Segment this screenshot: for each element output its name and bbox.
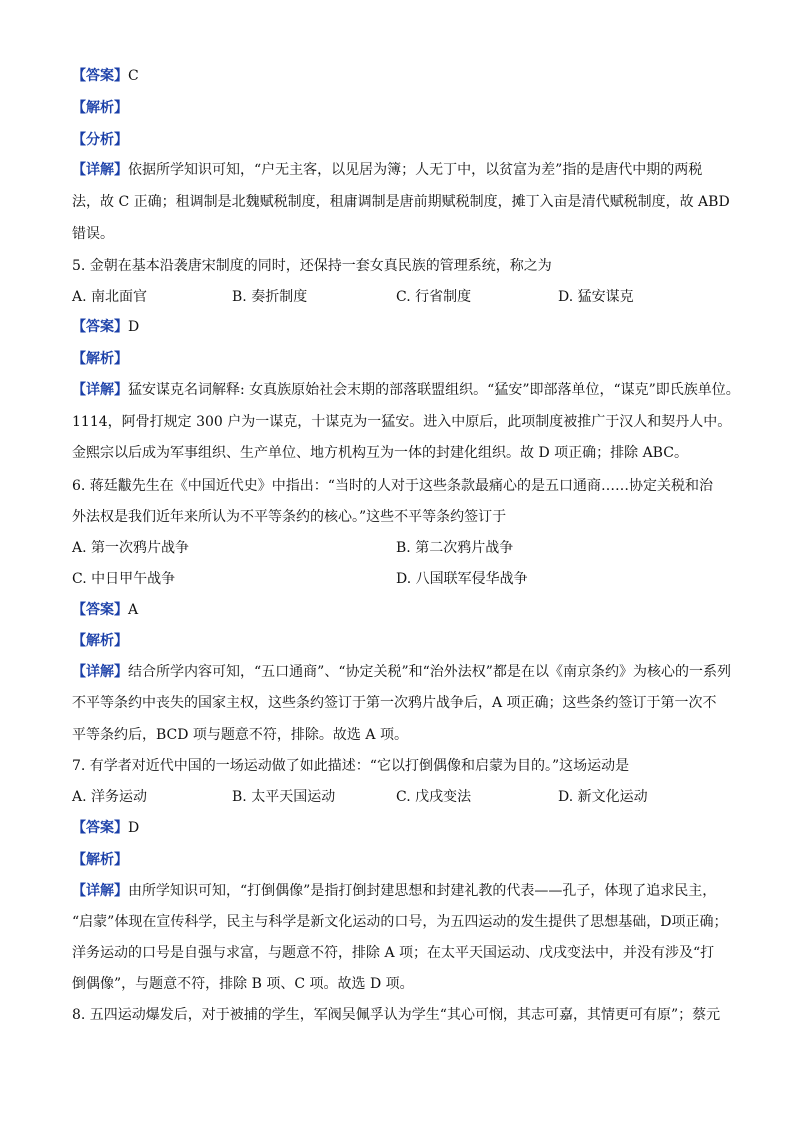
q8-stem: 8. 五四运动爆发后，对于被捕的学生，军阀吴佩孚认为学生“其心可悯，其志可嘉，其情更可有原”；蔡元: [72, 1007, 721, 1023]
q4-analysis-label: 【解析】: [72, 100, 128, 116]
q4-detail-line-2: 法，故 C 正确；租调制是北魏赋税制度，租庸调制是唐前期赋税制度，摊丁入亩是清代赋税制度，故 ABD: [72, 194, 730, 210]
q6-detail-line-1: 【详解】结合所学内容可知，“五口通商”、“协定关税”和“治外法权”都是在以《南京条约》为核心的一系列: [72, 664, 731, 680]
answer-value: C: [128, 68, 139, 84]
q7-option-a: A. 洋务运动: [72, 789, 148, 805]
q6-option-a: A. 第一次鸦片战争: [72, 540, 190, 556]
q7-answer-line: 【答案】D: [72, 820, 140, 836]
q6-analysis-label: 【解析】: [72, 633, 128, 649]
q7-option-d: D. 新文化运动: [558, 789, 648, 805]
q7-detail-line-4: 倒偶像”，与题意不符，排除 B 项、C 项。故选 D 项。: [72, 976, 414, 992]
answer-value: D: [128, 319, 140, 335]
q6-detail-line-2: 不平等条约中丧失的国家主权，这些条约签订于第一次鸦片战争后，A 项正确；这些条约签订于第一次不: [72, 695, 717, 711]
q5-detail-line-2: 1114，阿骨打规定 300 户为一谋克，十谋克为一猛安。进入中原后，此项制度被推广于汉人和契丹人中。: [72, 414, 732, 430]
q5-option-d: D. 猛安谋克: [558, 289, 634, 305]
q5-stem: 5. 金朝在基本沿袭唐宋制度的同时，还保持一套女真民族的管理系统，称之为: [72, 258, 552, 274]
q4-detail-line-1: 【详解】依据所学知识可知，“户无主客，以见居为簿；人无丁中，以贫富为差”指的是唐代中期的两税: [72, 162, 703, 178]
q4-answer-line: [72, 66, 139, 86]
q6-detail-line-3: 平等条约后，BCD 项与题意不符，排除。故选 A 项。: [72, 727, 408, 743]
q7-option-c: C. 戊戌变法: [396, 789, 472, 805]
answer-value: A: [128, 602, 139, 618]
q7-option-b: B. 太平天国运动: [232, 789, 336, 805]
q5-detail-line-1: 【详解】猛安谋克名词解释: 女真族原始社会末期的部落联盟组织。“猛安”即部落单位，“谋克”即氏族单位。: [72, 382, 740, 398]
q4-fenxi-label: 【分析】: [72, 132, 128, 148]
q6-option-b: B. 第二次鸦片战争: [396, 540, 514, 556]
q4-detail-line-3: 错误。: [72, 226, 114, 242]
q6-stem-line-2: 外法权是我们近年来所认为不平等条约的核心。”这些不平等条约签订于: [72, 509, 507, 525]
q5-detail-line-3: 金熙宗以后成为军事组织、生产单位、地方机构互为一体的封建化组织。故 D 项正确；排除 ABC。: [72, 445, 688, 461]
q6-option-d: D. 八国联军侵华战争: [396, 571, 528, 587]
q7-analysis-label: 【解析】: [72, 852, 128, 868]
q7-detail-line-2: “启蒙”体现在宣传科学，民主与科学是新文化运动的口号，为五四运动的发生提供了思想基础，D项正确；: [72, 914, 728, 930]
answer-value: D: [128, 820, 140, 836]
q6-stem-line-1: 6. 蒋廷黻先生在《中国近代史》中指出：“当时的人对于这些条款最痛心的是五口通商……协定关税和治: [72, 478, 713, 494]
q5-analysis-label: 【解析】: [72, 351, 128, 367]
q7-detail-line-3: 洋务运动的口号是自强与求富，与题意不符，排除 A 项；在太平天国运动、戊戌变法中，并没有涉及“打: [72, 945, 715, 961]
q5-answer-line: 【答案】D: [72, 319, 140, 335]
q5-option-c: C. 行省制度: [396, 289, 472, 305]
q5-option-b: B. 奏折制度: [232, 289, 308, 305]
q7-stem: 7. 有学者对近代中国的一场运动做了如此描述：“它以打倒偶像和启蒙为目的。”这场运动是: [72, 758, 630, 774]
q6-option-c: C. 中日甲午战争: [72, 571, 176, 587]
q7-detail-line-1: 【详解】由所学知识可知，“打倒偶像”是指打倒封建思想和封建礼教的代表——孔子，体现了追求民主，: [72, 883, 717, 899]
q5-option-a: A. 南北面官: [72, 289, 148, 305]
q6-answer-line: 【答案】A: [72, 602, 139, 618]
answer-label: 【答案】: [72, 68, 128, 84]
